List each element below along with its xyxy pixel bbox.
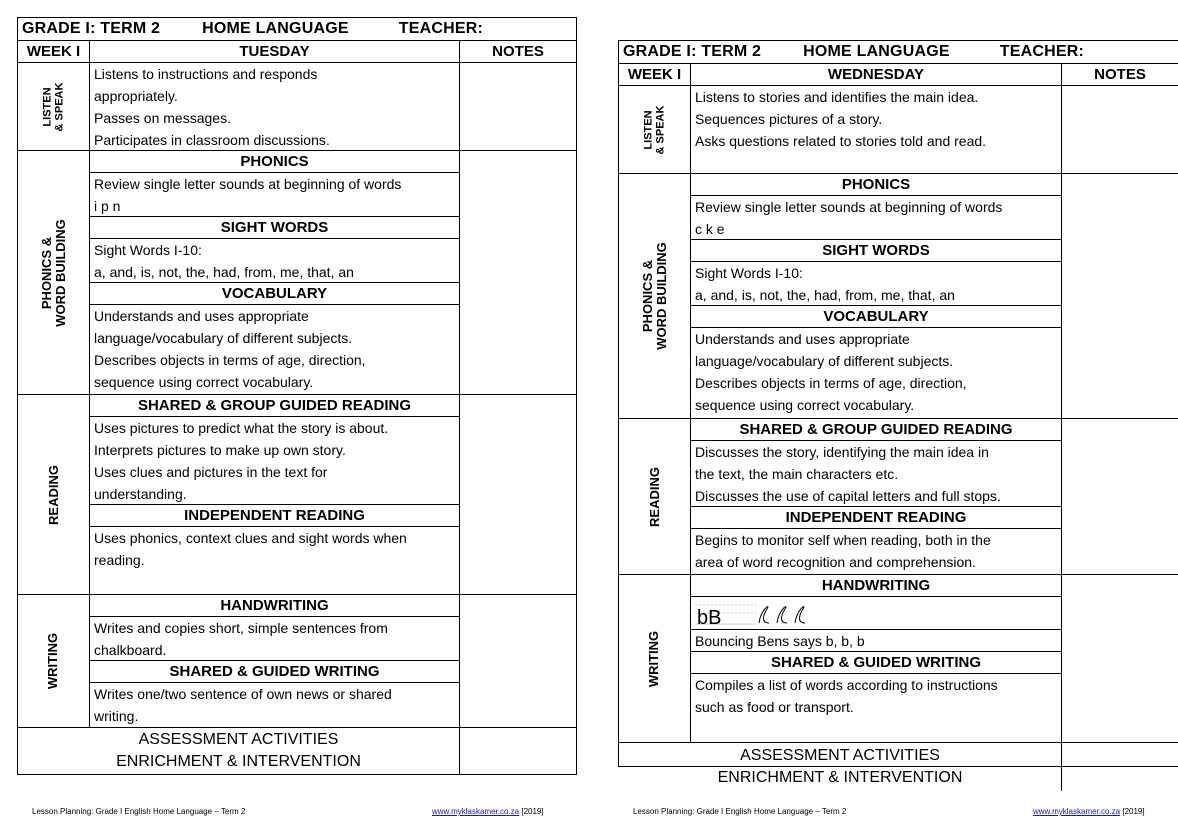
shared-reading-title: SHARED & GROUP GUIDED READING (90, 395, 459, 417)
text-line: Sequences pictures of a story. (695, 111, 883, 127)
notes-cell[interactable] (1062, 419, 1178, 575)
phonics-title: PHONICS (691, 174, 1061, 196)
text-line: a, and, is, not, the, had, from, me, that, an (691, 284, 1061, 306)
phonics-content (691, 174, 1062, 419)
vocabulary-title: VOCABULARY (691, 306, 1061, 328)
notes-column-header: NOTES (1062, 64, 1178, 86)
listen-speak-label: LISTEN & SPEAK (619, 86, 691, 174)
text-line: Compiles a list of words according to instructions (695, 677, 998, 693)
page-header (619, 41, 1178, 64)
phonics-content (90, 151, 460, 395)
page-header (18, 18, 576, 41)
notes-cell[interactable] (460, 728, 576, 774)
footer-year: [2019] (519, 807, 544, 816)
text-line: Bouncing Bens says b, b, b (691, 630, 1061, 652)
footer-left-page (32, 807, 245, 816)
text-line: such as food or transport. (695, 699, 854, 715)
notes-column-header: NOTES (460, 41, 576, 63)
week-column-header: WEEK I (18, 41, 90, 63)
reading-content (90, 395, 460, 595)
text-line: Discusses the story, identifying the main idea in (695, 444, 989, 460)
text-line: i p n (90, 195, 459, 217)
text-line: area of word recognition and comprehension. (695, 554, 976, 570)
handwriting-title: HANDWRITING (691, 575, 1061, 597)
text-line: Begins to monitor self when reading, both in the (695, 532, 991, 548)
reading-label: READING (18, 395, 90, 595)
footer-link-right (1033, 807, 1145, 816)
text-line: Interprets pictures to make up own story. (94, 442, 346, 458)
text-line: the text, the main characters etc. (695, 466, 899, 482)
text-line: Listens to instructions and responds (94, 66, 318, 82)
independent-reading-title: INDEPENDENT READING (691, 507, 1061, 529)
handwriting-sample: bB (697, 607, 722, 627)
enrichment-title: ENRICHMENT & INTERVENTION (116, 753, 361, 770)
phonics-label: PHONICS & WORD BUILDING (18, 151, 90, 395)
phonics-label: PHONICS & WORD BUILDING (619, 174, 691, 419)
footer-right-page (633, 807, 846, 816)
independent-reading-title: INDEPENDENT READING (90, 505, 459, 527)
sight-words-title: SIGHT WORDS (691, 240, 1061, 262)
notes-cell[interactable] (460, 595, 576, 728)
shared-writing-title: SHARED & GUIDED WRITING (90, 661, 459, 683)
lesson-plan-wednesday (618, 40, 1178, 786)
text-line: Participates in classroom discussions. (94, 132, 330, 148)
week-column-header: WEEK I (619, 64, 691, 86)
text-line: language/vocabulary of different subjects. (94, 330, 353, 346)
website-link[interactable]: www.myklaskamer.co.za (1033, 807, 1121, 816)
notes-cell[interactable] (1062, 174, 1178, 419)
writing-label: WRITING (619, 575, 691, 743)
subject: HOME LANGUAGE (202, 20, 349, 37)
phonics-title: PHONICS (90, 151, 459, 173)
assessment-row (18, 728, 460, 774)
text-line: Describes objects in terms of age, direction, (94, 352, 366, 368)
day-column-header: WEDNESDAY (691, 64, 1062, 86)
handwriting-title: HANDWRITING (90, 595, 459, 617)
text-line: Writes one/two sentence of own news or shared (94, 686, 392, 702)
handwriting-strokes (695, 599, 835, 627)
text-line: language/vocabulary of different subjects. (695, 353, 954, 369)
assessment-title: ASSESSMENT ACTIVITIES (138, 731, 339, 748)
text-line: Writes and copies short, simple sentences from (94, 620, 388, 636)
text-line: Review single letter sounds at beginning of words (94, 176, 402, 192)
notes-cell[interactable] (460, 63, 576, 151)
website-link[interactable]: www.myklaskamer.co.za (432, 807, 520, 816)
subject: HOME LANGUAGE (803, 43, 950, 60)
text-line: reading. (94, 552, 145, 568)
vocabulary-title: VOCABULARY (90, 283, 459, 305)
text-line: c k e (691, 218, 1061, 240)
notes-cell[interactable] (1062, 575, 1178, 743)
text-line: Passes on messages. (94, 110, 231, 126)
shared-reading-title: SHARED & GROUP GUIDED READING (691, 419, 1061, 441)
footer-link-left (432, 807, 544, 816)
text-line: Describes objects in terms of age, direction, (695, 375, 967, 391)
text-line: Sight Words I-10: (94, 242, 202, 258)
notes-cell[interactable] (460, 151, 576, 395)
text-line: Review single letter sounds at beginning of words (695, 199, 1003, 215)
grade-term: GRADE I: TERM 2 (623, 43, 762, 60)
reading-content (691, 419, 1062, 575)
shared-writing-title: SHARED & GUIDED WRITING (691, 652, 1061, 674)
sight-words-title: SIGHT WORDS (90, 217, 459, 239)
notes-cell[interactable] (1062, 743, 1178, 791)
footer-caption: Lesson Planning: Grade I English Home Language – Term 2 (32, 807, 246, 816)
listen-speak-label: LISTEN & SPEAK (18, 63, 90, 151)
text-line: sequence using correct vocabulary. (695, 397, 915, 413)
text-line: Uses pictures to predict what the story is about. (94, 420, 389, 436)
text-line: Uses phonics, context clues and sight words when (94, 530, 407, 546)
text-line: Understands and uses appropriate (695, 331, 910, 347)
assessment-title: ASSESSMENT ACTIVITIES (740, 747, 940, 764)
teacher-label: TEACHER: (999, 43, 1084, 60)
text-line: a, and, is, not, the, had, from, me, that, an (90, 261, 459, 283)
text-line: chalkboard. (90, 639, 459, 661)
handwriting-sample-image (691, 597, 1061, 630)
text-line: Listens to stories and identifies the main idea. (695, 89, 979, 105)
text-line: writing. (94, 708, 139, 724)
text-line: appropriately. (94, 88, 178, 104)
footer-year: [2019] (1120, 807, 1145, 816)
text-line: Sight Words I-10: (695, 265, 803, 281)
grade-term: GRADE I: TERM 2 (22, 20, 161, 37)
teacher-label: TEACHER: (398, 20, 483, 37)
writing-label: WRITING (18, 595, 90, 728)
text-line: Asks questions related to stories told and read. (695, 133, 987, 149)
listen-speak-content (90, 63, 460, 151)
notes-cell[interactable] (1062, 86, 1178, 174)
text-line: Discusses the use of capital letters and full stops. (691, 485, 1061, 507)
text-line: understanding. (90, 483, 459, 505)
text-line: Uses clues and pictures in the text for (94, 464, 328, 480)
enrichment-title: ENRICHMENT & INTERVENTION (717, 769, 963, 786)
reading-label: READING (619, 419, 691, 575)
listen-speak-content (691, 86, 1062, 174)
day-column-header: TUESDAY (90, 41, 460, 63)
footer-caption: Lesson Planning: Grade I English Home Language – Term 2 (633, 807, 847, 816)
notes-cell[interactable] (460, 395, 576, 595)
lesson-plan-tuesday (17, 17, 577, 775)
writing-content (691, 575, 1062, 743)
text-line: sequence using correct vocabulary. (94, 374, 314, 390)
assessment-row (619, 743, 1062, 791)
writing-content (90, 595, 460, 728)
text-line: Understands and uses appropriate (94, 308, 309, 324)
